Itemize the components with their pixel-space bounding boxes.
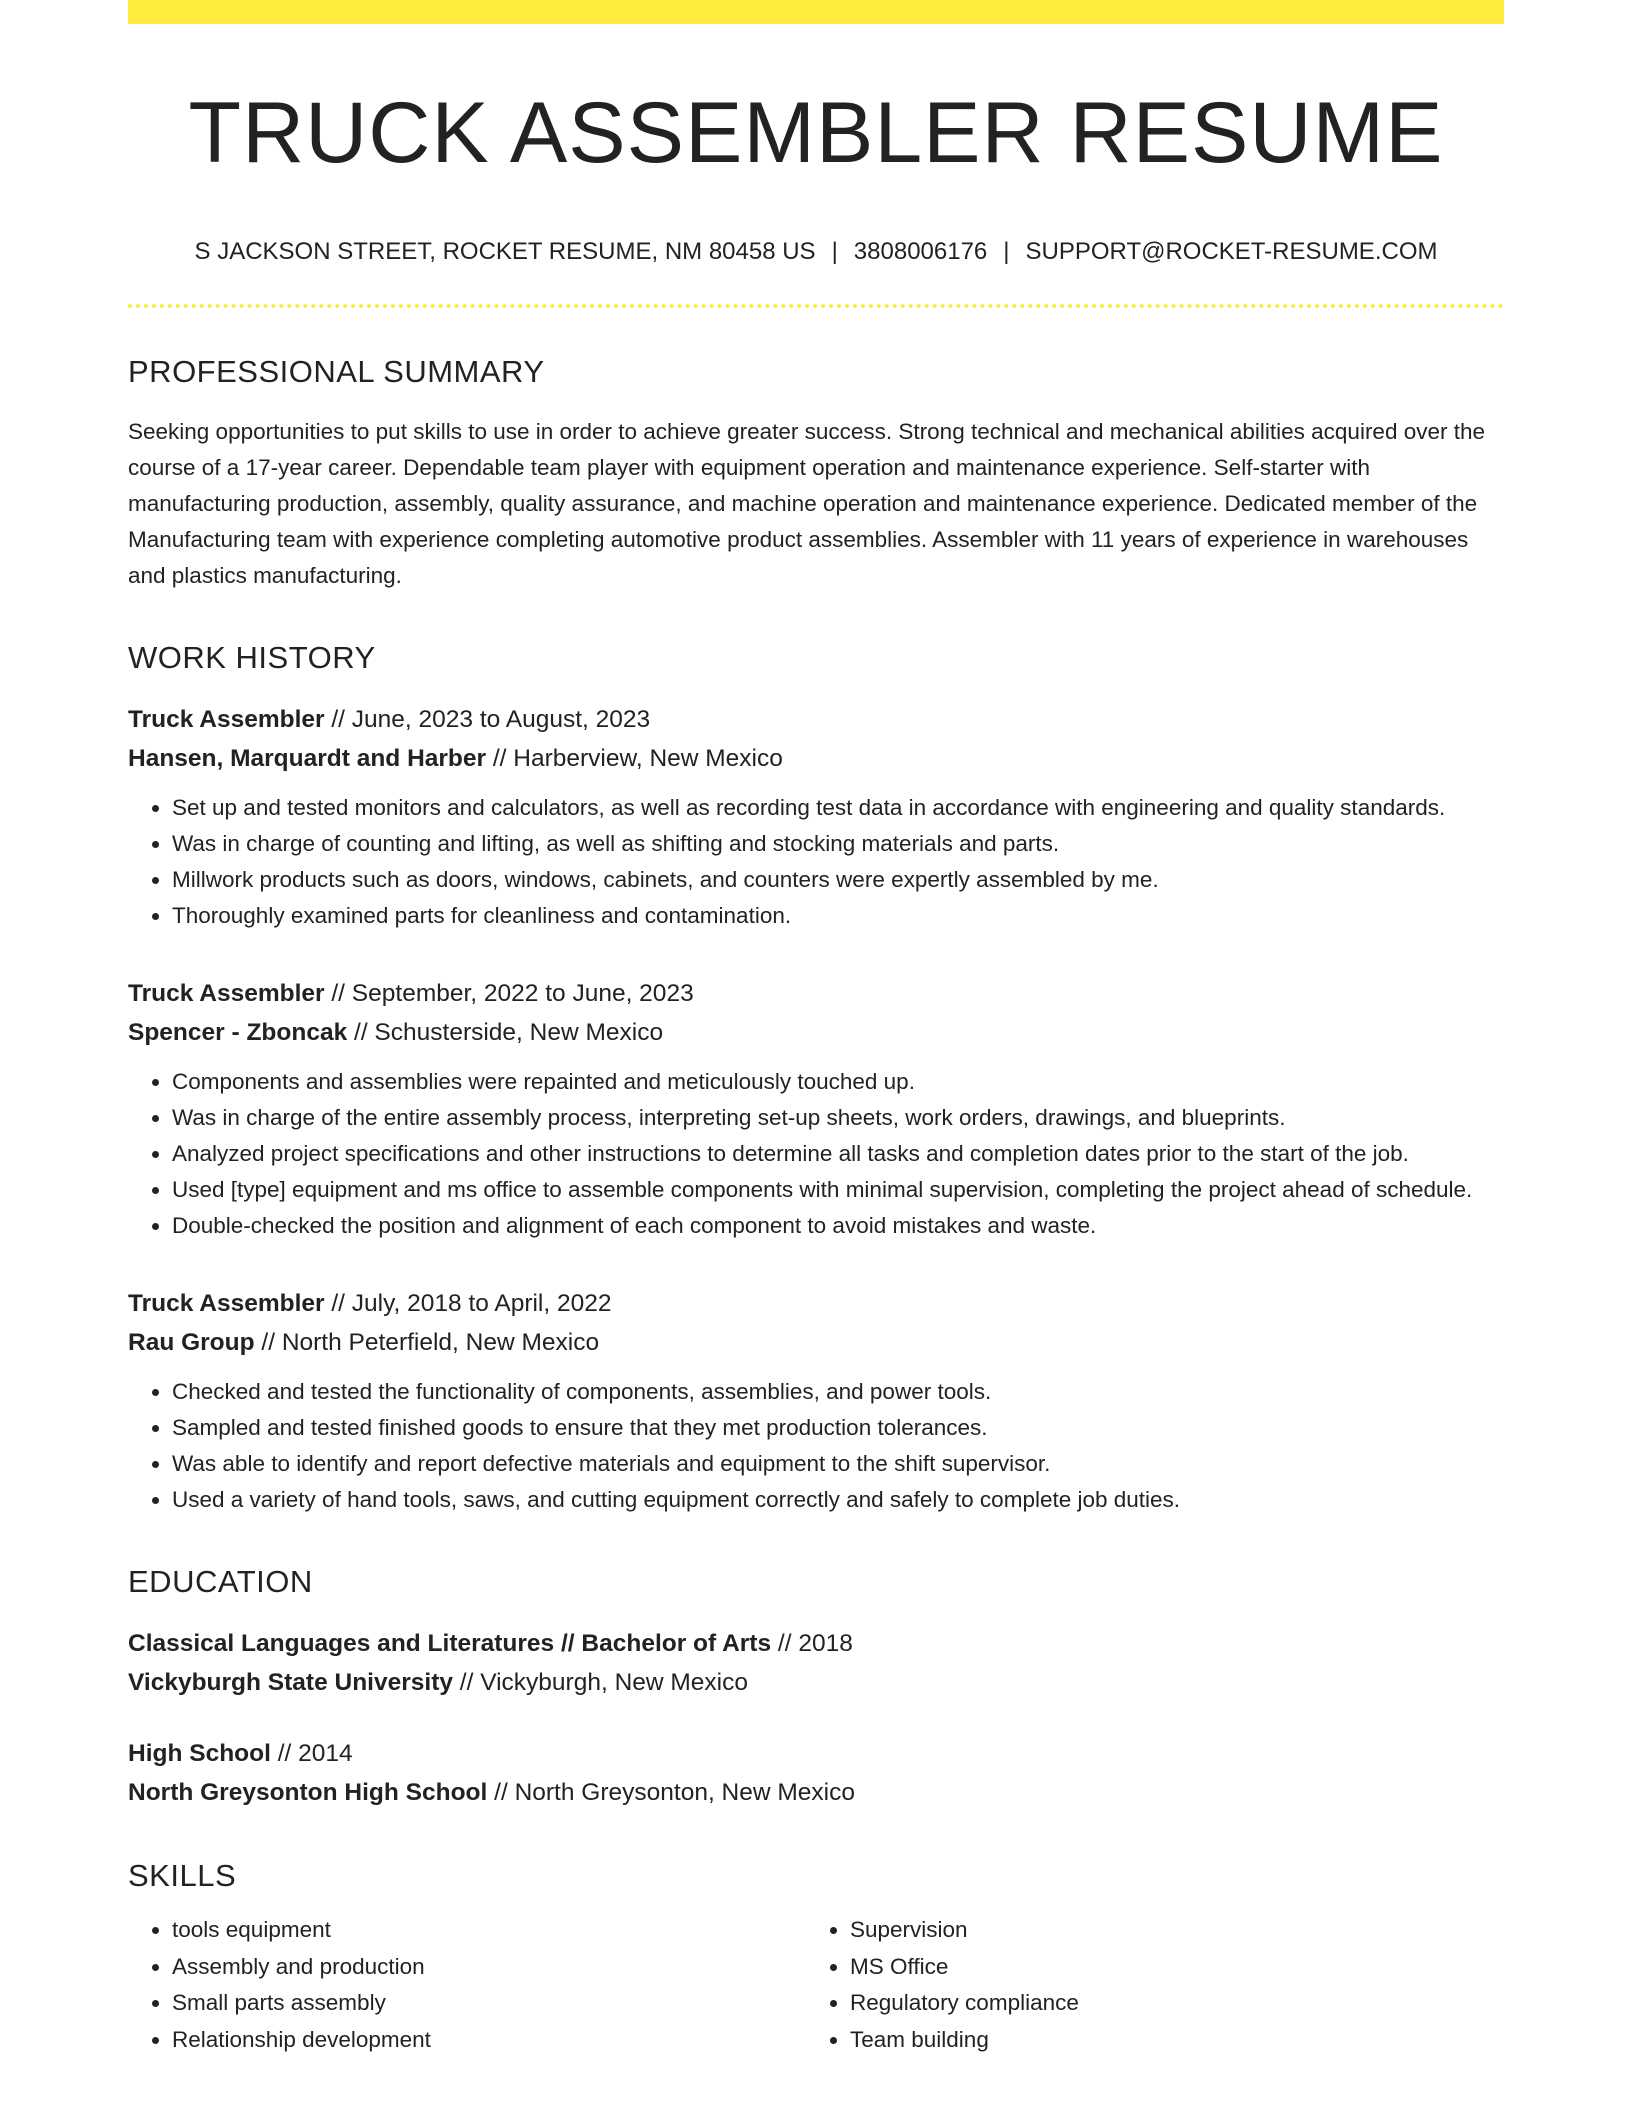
dotted-divider xyxy=(128,304,1504,308)
education-degree: Classical Languages and Literatures // Bachelor of Arts xyxy=(128,1630,772,1657)
job-dates: // July, 2018 to April, 2022 xyxy=(324,1290,612,1317)
skill-item: • Regulatory compliance xyxy=(850,1985,1490,2022)
skill-item: • Team building xyxy=(850,2022,1490,2059)
education-school-line xyxy=(128,1773,1504,1812)
list-item: • Used a variety of hand tools, saws, and cutting equipment correctly and safely to complete job duties. xyxy=(172,1482,1504,1518)
list-item: • Components and assemblies were repainted and meticulously touched up. xyxy=(172,1064,1504,1100)
education-location: // North Greysonton, New Mexico xyxy=(487,1779,855,1806)
skill-item: • MS Office xyxy=(850,1949,1490,1986)
contact-separator: | xyxy=(831,238,838,265)
job-company: Rau Group xyxy=(128,1329,255,1356)
job-company: Spencer - Zboncak xyxy=(128,1019,348,1046)
job-title-line xyxy=(128,700,1504,739)
skill-item: • Relationship development xyxy=(172,2022,806,2059)
summary-text: Seeking opportunities to put skills to use in order to achieve greater success. Strong technical and mechanical abilities acquired over the course of a 17-year career. Dependable team player with equipment operation and maintenance experience. Self-starter with manufacturing production, assembly, quality assurance, and machine operation and maintenance experience. Dedicated member of the Manufacturing team with experience completing automotive product assemblies. Assembler with 11 years of experience in warehouses and plastics manufacturing. xyxy=(128,419,1486,588)
skills-list-left xyxy=(128,1912,806,2058)
list-item: • Millwork products such as doors, windows, cabinets, and counters were expertly assembled by me. xyxy=(172,862,1504,898)
job-company-line xyxy=(128,1013,1504,1052)
education-year: // 2014 xyxy=(270,1740,353,1767)
list-item: • Used [type] equipment and ms office to assemble components with minimal supervision, completing the project ahead of schedule. xyxy=(172,1172,1504,1208)
contact-email[interactable]: SUPPORT@ROCKET-RESUME.COM xyxy=(1025,238,1438,265)
job-entry xyxy=(128,700,1504,934)
education-school-line xyxy=(128,1663,1504,1702)
job-dates: // June, 2023 to August, 2023 xyxy=(324,706,651,733)
contact-separator: | xyxy=(1003,238,1010,265)
job-location: // Schusterside, New Mexico xyxy=(347,1019,664,1046)
list-item: • Thoroughly examined parts for cleanliness and contamination. xyxy=(172,898,1504,934)
education-location: // Vickyburgh, New Mexico xyxy=(452,1669,749,1696)
job-duties-list xyxy=(128,1064,1504,1244)
accent-top-bar xyxy=(128,0,1504,24)
job-entry xyxy=(128,974,1504,1244)
job-title: Truck Assembler xyxy=(128,706,325,733)
skill-item: • Assembly and production xyxy=(172,1949,806,1986)
education-school: Vickyburgh State University xyxy=(128,1669,453,1696)
job-title: Truck Assembler xyxy=(128,1290,325,1317)
contact-address: S JACKSON STREET, ROCKET RESUME, NM 80458 US xyxy=(194,238,816,265)
education-degree-line xyxy=(128,1624,1504,1663)
contact-phone: 3808006176 xyxy=(853,238,988,265)
section-heading-education: EDUCATION xyxy=(128,1564,313,1599)
education-entry xyxy=(128,1624,1504,1702)
skill-item: • Small parts assembly xyxy=(172,1985,806,2022)
education-school: North Greysonton High School xyxy=(128,1779,488,1806)
job-dates: // September, 2022 to June, 2023 xyxy=(324,980,694,1007)
job-title-line xyxy=(128,1284,1504,1323)
contact-line xyxy=(128,238,1504,266)
education-degree: High School xyxy=(128,1740,271,1767)
job-title: Truck Assembler xyxy=(128,980,325,1007)
list-item: • Sampled and tested finished goods to ensure that they met production tolerances. xyxy=(172,1410,1504,1446)
skill-item: • Supervision xyxy=(850,1912,1490,1949)
job-location: // North Peterfield, New Mexico xyxy=(254,1329,600,1356)
list-item: • Set up and tested monitors and calculators, as well as recording test data in accordance with engineering and quality standards. xyxy=(172,790,1504,826)
education-degree-line xyxy=(128,1734,1504,1773)
job-company-line xyxy=(128,1323,1504,1362)
job-title-line xyxy=(128,974,1504,1013)
skill-item: • tools equipment xyxy=(172,1912,806,1949)
section-heading-summary: PROFESSIONAL SUMMARY xyxy=(128,354,545,389)
skills-columns xyxy=(128,1912,1504,2058)
job-company: Hansen, Marquardt and Harber xyxy=(128,745,487,772)
list-item: • Analyzed project specifications and other instructions to determine all tasks and completion dates prior to the start of the job. xyxy=(172,1136,1504,1172)
job-duties-list xyxy=(128,790,1504,934)
list-item: • Checked and tested the functionality of components, assemblies, and power tools. xyxy=(172,1374,1504,1410)
job-duties-list xyxy=(128,1374,1504,1518)
job-location: // Harberview, New Mexico xyxy=(486,745,783,772)
list-item: • Was able to identify and report defective materials and equipment to the shift supervisor. xyxy=(172,1446,1504,1482)
resume-page xyxy=(128,0,1504,2058)
education-year: // 2018 xyxy=(771,1630,853,1657)
resume-title: TRUCK ASSEMBLER RESUME xyxy=(188,85,1444,181)
skills-list-right xyxy=(806,1912,1490,2058)
job-company-line xyxy=(128,739,1504,778)
list-item: • Double-checked the position and alignment of each component to avoid mistakes and waste. xyxy=(172,1208,1504,1244)
list-item: • Was in charge of the entire assembly process, interpreting set-up sheets, work orders, drawings, and blueprints. xyxy=(172,1100,1504,1136)
list-item: • Was in charge of counting and lifting, as well as shifting and stocking materials and parts. xyxy=(172,826,1504,862)
section-heading-work-history: WORK HISTORY xyxy=(128,640,376,675)
section-heading-skills: SKILLS xyxy=(128,1858,237,1893)
education-entry xyxy=(128,1734,1504,1812)
job-entry xyxy=(128,1284,1504,1518)
